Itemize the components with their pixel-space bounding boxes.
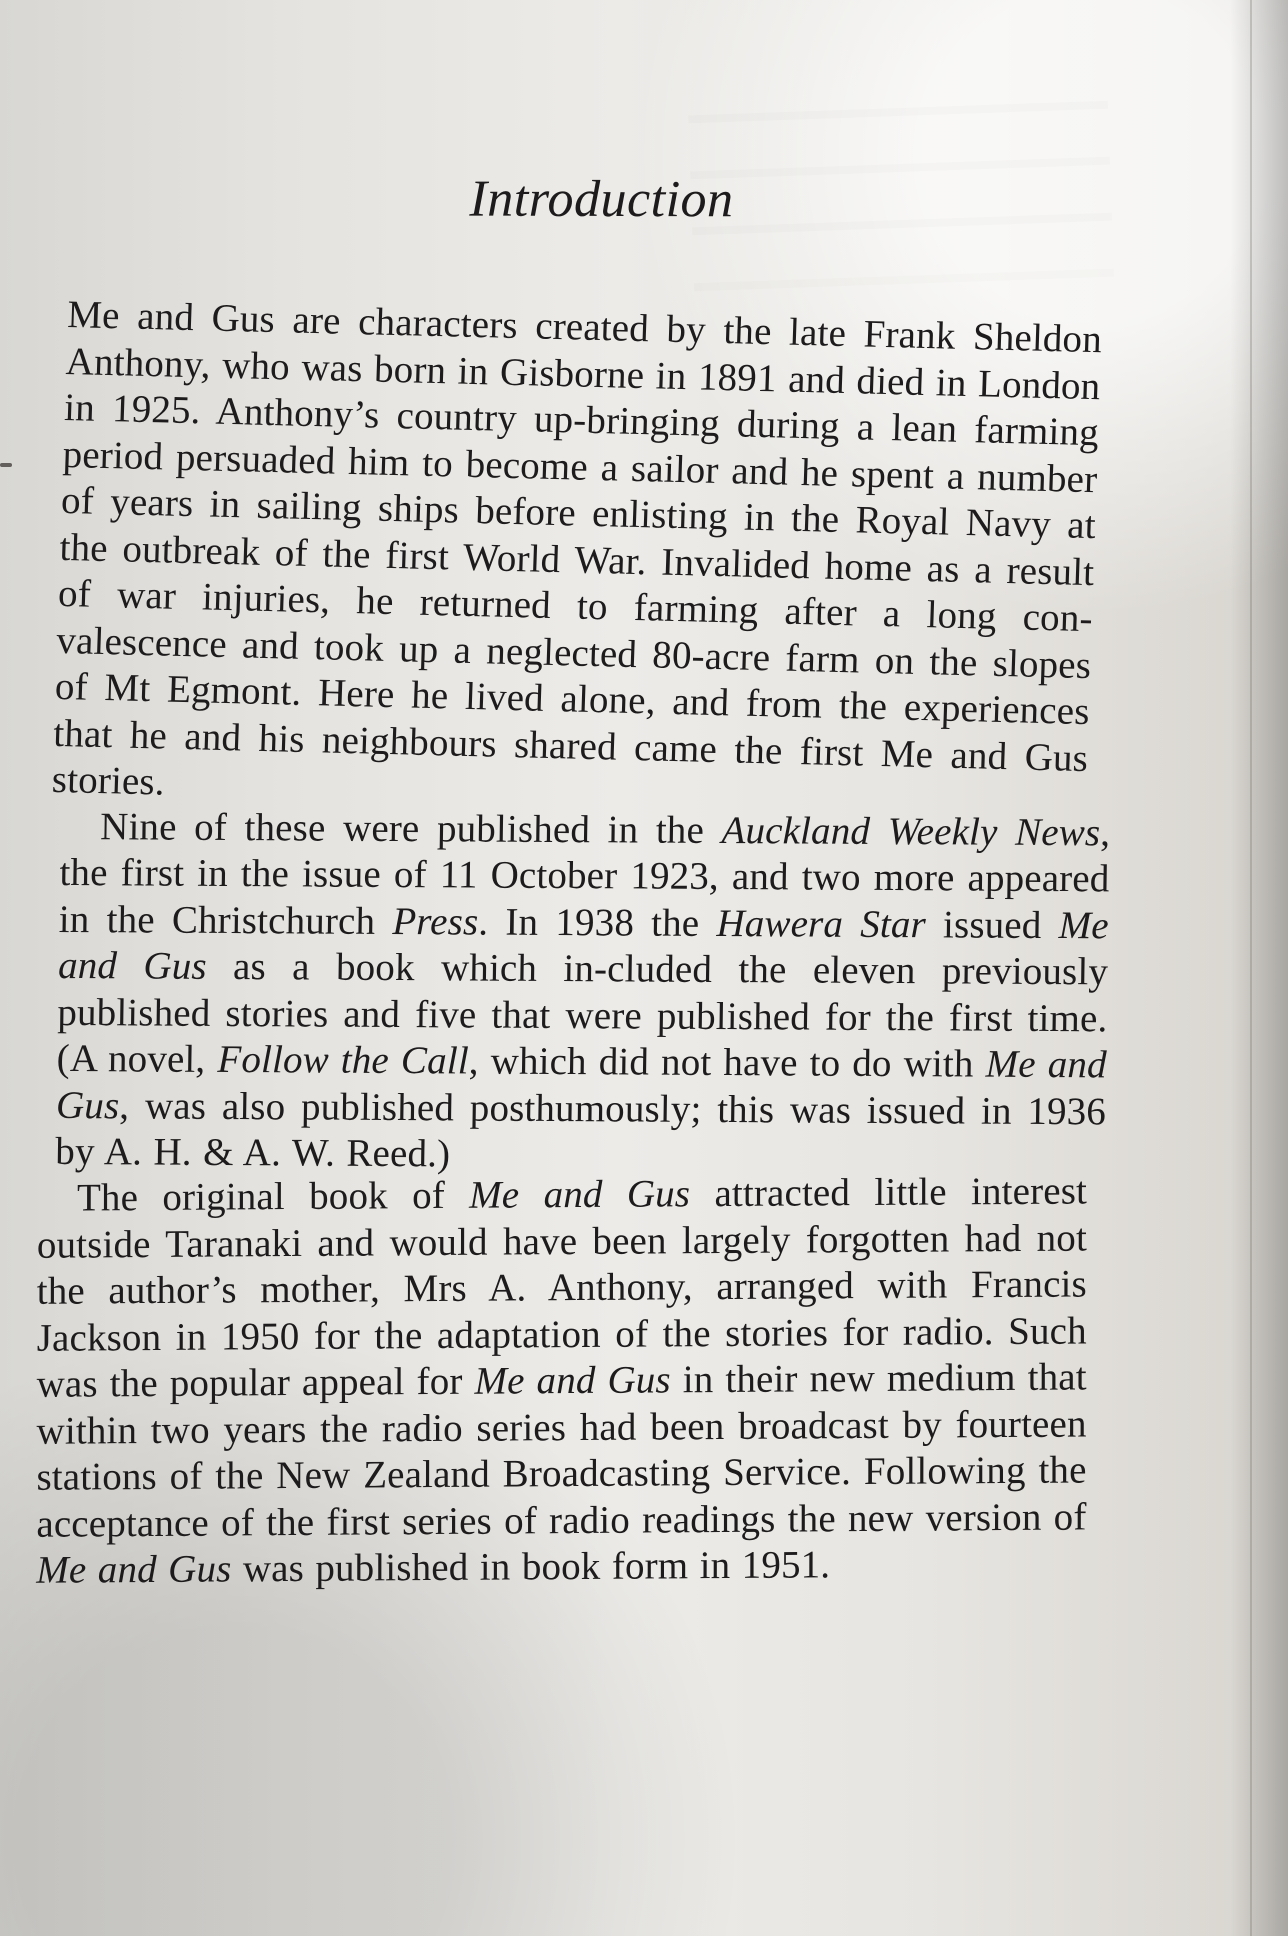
paragraph-2 xyxy=(55,803,1110,1181)
paragraph-3 xyxy=(36,1168,1087,1594)
book-title: Me and Gus xyxy=(55,1042,1108,1127)
bleed-line xyxy=(687,65,1108,124)
introduction-page xyxy=(36,165,1140,1871)
publication-title: Auckland Weekly News xyxy=(721,808,1101,854)
page-spine-shadow xyxy=(1230,0,1288,1936)
paragraph-3-text: was published in book form in 1951. xyxy=(231,1542,831,1590)
book-title: Me and Gus xyxy=(469,1171,691,1217)
paragraph-2-text: as a book which in-cluded the eleven previously published stories and five that were published for the first time. (A novel, xyxy=(56,944,1109,1081)
paragraph-3-text: in their new medium that within two years the radio series had been broadcast by fourteen stations of the New Zealand Broadcasting Service. Following the acceptance of the first series of radio readings the new version of xyxy=(36,1354,1087,1545)
book-title: Me and Gus xyxy=(57,903,1110,988)
book-title: Me and Gus xyxy=(36,1546,232,1592)
margin-mark xyxy=(0,463,12,467)
paragraph-2-text: , which did not have to do with xyxy=(468,1039,986,1086)
paragraph-1 xyxy=(51,292,1102,829)
page-title: Introduction xyxy=(469,170,734,229)
paragraph-2-text: , was also published posthumously; this was issued in 1936 by A. H. & A. W. Reed.) xyxy=(55,1083,1107,1176)
paragraph-3-text: attracted little interest outside Taranaki and would have been largely forgotten had not the author’s mother, Mrs A. Anthony, arranged with Francis Jackson in 1950 for the adaptation of the stories for radio. Such was the popular appeal for xyxy=(36,1168,1088,1406)
paragraph-2-text: , the first in the issue of 11 October 1923, and two more appeared in the Christchurch xyxy=(58,810,1111,943)
publication-title: Press xyxy=(392,899,479,944)
paragraph-1-text: Me and Gus are characters created by the late Frank Sheldon Anthony, who was born in Gisborne in 1891 and died in London in 1925. Anthony’s country up-bringing during a lean farming period persuaded him to become a sailor and he spent a number of years in sailing ships before enlisting in the Royal Navy at the outbreak of the first World War. Invalided home as a result of war injuries, he returned to farming after a long con-valescence and took up a neglected 80-acre farm on the slopes of Mt Egmont. Here he lived alone, and from the experiences that he and his neighbours shared came the first Me and Gus stories. xyxy=(51,292,1103,804)
page-edge xyxy=(1250,0,1252,1936)
publication-title: Hawera Star xyxy=(716,901,927,946)
paragraph-2-text: . In 1938 the xyxy=(478,900,717,945)
novel-title: Follow the Call xyxy=(217,1037,470,1083)
paragraph-2-text: Nine of these were published in the xyxy=(99,804,722,852)
paragraph-2-text: issued xyxy=(925,902,1060,947)
paragraph-3-text: The original book of xyxy=(76,1173,470,1220)
book-title: Me and Gus xyxy=(474,1357,671,1403)
